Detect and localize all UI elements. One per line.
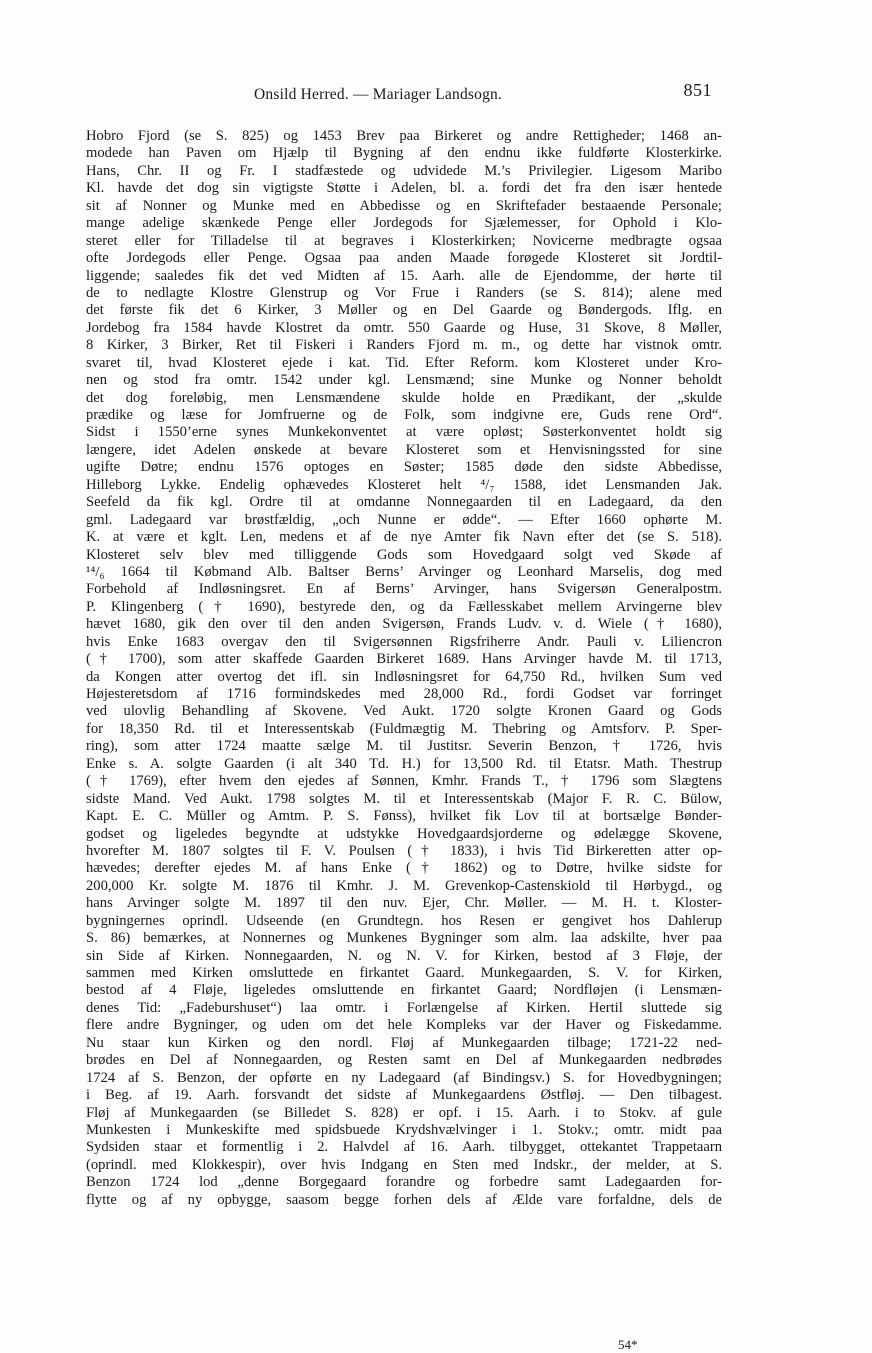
text-line: P. Klingenberg († 1690), bestyrede den, og da Fællesskabet mellem Arvingerne blev xyxy=(86,598,722,615)
text-line: Forbehold af Indløsningsret. En af Berns’ Arvinger, hans Svigersøn Generalpostm. xyxy=(86,581,722,598)
text-line: sit af Nonner og Munke med en Abbedisse og en Skriftefader bestaaende Personale; xyxy=(86,197,722,214)
text-line: Sydsiden staar et formentlig i 2. Halvdel af 16. Aarh. tilbygget, ottekantet Trappetaarn xyxy=(86,1139,722,1156)
text-line: mange adelige skænkede Penge eller Jordegods for Sjælemesser, for Ophold i Klo- xyxy=(86,215,722,232)
text-line: 8 Kirker, 3 Birker, Ret til Fiskeri i Randers Fjord m. m., og dette har vistnok omtr. xyxy=(86,337,722,354)
text-line: Seefeld da fik kgl. Ordre til at omdanne Nonnegaarden til en Ladegaard, da den xyxy=(86,494,722,511)
text-line: Sidst i 1550’erne synes Munkekonventet at være opløst; Søsterkonventet holdt sig xyxy=(86,424,722,441)
text-line: ofte Jordegods eller Penge. Ogsaa paa anden Maade forøgede Klosteret sit Jordtil- xyxy=(86,250,722,267)
text-line: for 18,350 Rd. til et Interessentskab (Fuldmægtig M. Thebring og Amtsforv. P. Sper- xyxy=(86,720,722,737)
text-line: († 1769), efter hvem den ejedes af Sønnen, Kmhr. Frands T., † 1796 som Slægtens xyxy=(86,773,722,790)
text-line: Hans, Chr. II og Fr. I stadfæstede og udvidede M.’s Privilegier. Ligesom Maribo xyxy=(86,162,722,179)
text-line: gml. Ladegaard var brøstfældig, „och Nunne er ødde“. — Efter 1660 ophørte M. xyxy=(86,511,722,528)
text-line: brødes en Del af Nonnegaarden, og Resten samt en Del af Munkegaarden nedbrødes xyxy=(86,1052,722,1069)
text-line: det dog foreløbig, men Lensmændene skulde holde en Prædikant, der „skulde xyxy=(86,389,722,406)
text-line: steret eller for Tilladelse til at begraves i Klosterkirken; Novicerne medbragte ogsaa xyxy=(86,232,722,249)
text-line: da Kongen atter overtog det ifl. sin Indløsningsret for 64,750 Rd., hvilken Sum ved xyxy=(86,668,722,685)
text-line: hævedes; derefter ejedes M. af hans Enke († 1862) og to Døtre, hvilke sidste for xyxy=(86,860,722,877)
text-line: Klosteret selv blev med tilliggende Gods som Hovedgaard solgt ved Skøde af xyxy=(86,546,722,563)
text-line: Kl. havde det dog sin vigtigste Støtte i Adelen, bl. a. fordi det fra den især hentede xyxy=(86,180,722,197)
page-number: 851 xyxy=(683,80,712,100)
text-line: svaret til, hvad Klosteret ejede i kat. Tid. Efter Reform. kom Klosteret under Kro- xyxy=(86,354,722,371)
text-line: bygningernes oprindl. Udseende (en Grundtegn. hos Resen er gengivet hos Dahlerup xyxy=(86,912,722,929)
text-line: ved ulovlig Behandling af Skovene. Ved Aukt. 1720 solgte Kronen Gaard og Gods xyxy=(86,703,722,720)
text-line: Fløj af Munkegaarden (se Billedet S. 828) er opf. i 15. Aarh. i to Stokv. af gule xyxy=(86,1104,722,1121)
text-line: 1724 af S. Benzon, der opførte en ny Ladegaard (af Bindingsv.) S. for Hovedbygningen; xyxy=(86,1069,722,1086)
text-line: sin Side af Kirken. Nonnegaarden, N. og N. V. for Kirken, bestod af 3 Fløje, der xyxy=(86,947,722,964)
text-line: modede han Paven om Hjælp til Bygning af den endnu ikke fuldførte Klosterkirke. xyxy=(86,145,722,162)
text-line: godset og ligeledes begyndte at udstykke Hovedgaardsjorderne og ødelægge Skovene, xyxy=(86,825,722,842)
text-line: 200,000 Kr. solgte M. 1876 til Kmhr. J. M. Grevenkop-Castenskiold til Hørbygd., og xyxy=(86,877,722,894)
text-line: hævet 1680, gik den over til den anden Svigersøn, Frands Ludv. v. d. Wiele († 1680), xyxy=(86,616,722,633)
text-line: prædike og læse for Jomfruerne og de Folk, som indgivne ere, Guds rene Ord“. xyxy=(86,407,722,423)
text-line: († 1700), som atter skaffede Gaarden Birkeret 1689. Hans Arvinger havde M. til 1713, xyxy=(86,651,722,668)
text-line: ugifte Døtre; endnu 1576 optoges en Søster; 1585 døde den sidste Abbedisse, xyxy=(86,459,722,476)
text-line: hans Arvinger solgte M. 1897 til den nuv. Ejer, Chr. Møller. — M. H. t. Kloster- xyxy=(86,895,722,912)
text-line: Nu staar kun Kirken og den nordl. Fløj af Munkegaarden tilbage; 1721-22 ned- xyxy=(86,1034,722,1051)
text-line: flere andre Bygninger, og uden om det hele Kompleks var der Haver og Fiskedamme. xyxy=(86,1017,722,1034)
text-line: bestod af 4 Fløje, ligeledes omsluttende en firkantet Gaard; Nordfløjen (i Lensmæn- xyxy=(86,982,722,999)
text-line: det første fik det 6 Kirker, 3 Møller og en Del Gaarde og Bøndergods. Iflg. en xyxy=(86,302,722,319)
text-line: hvorefter M. 1807 solgtes til F. V. Poulsen († 1833), i hvis Tid Birkeretten atter op- xyxy=(86,842,722,859)
text-line: Kapt. E. C. Müller og Amtm. P. S. Fønss), hvilket fik Lov til at bortsælge Bønder- xyxy=(86,808,722,825)
text-line: hvis Enke 1683 overgav den til Svigersønnen Rigsfriherre Andr. Pauli v. Liliencron xyxy=(86,633,722,650)
running-head: Onsild Herred. — Mariager Landsogn. xyxy=(254,86,503,103)
body-text xyxy=(86,128,722,1209)
page-header xyxy=(84,78,720,108)
text-line: Hilleborg Lykke. Endelig ophævedes Klosteret helt ⁴/₇ 1588, idet Lensmanden Jak. xyxy=(86,476,722,493)
text-line: Benzon 1724 lod „denne Borgegaard forandre og forbedre samt Ladegaarden for- xyxy=(86,1174,722,1191)
text-line: længere, idet Adelen ønskede at bevare Klosteret som et Henvisningssted for sine xyxy=(86,441,722,458)
text-line: sidste Mand. Ved Aukt. 1798 solgtes M. til et Interessentskab (Major F. R. C. Bülow, xyxy=(86,790,722,807)
printer-signature: 54* xyxy=(618,1337,638,1352)
text-line: (oprindl. med Klokkespir), over hvis Indgang en Sten med Indskr., der melder, at S. xyxy=(86,1156,722,1173)
text-line: sammen med Kirken omsluttede en firkantet Gaard. Munkegaarden, S. V. for Kirken, xyxy=(86,965,722,981)
text-line: de to nedlagte Klostre Glenstrup og Vor Frue i Randers (se S. 814); alene med xyxy=(86,284,722,301)
text-line: i Beg. af 19. Aarh. forsvandt det sidste af Munkegaardens Østfløj. — Den tilbagest. xyxy=(86,1087,722,1104)
text-line: Jordebog fra 1584 havde Klostret da omtr. 550 Gaarde og Huse, 31 Skove, 8 Møller, xyxy=(86,319,722,336)
text-line: Højesteretsdom af 1716 formindskedes med 28,000 Rd., fordi Godset var forringet xyxy=(86,686,722,702)
text-line: Enke s. A. solgte Gaarden (i alt 340 Td. H.) for 13,500 Rd. til Etatsr. Math. Thestrup xyxy=(86,755,722,772)
text-line: nen og stod fra omtr. 1542 under kgl. Lensmænd; sine Munke og Nonner beholdt xyxy=(86,372,722,389)
text-line: Munkesten i Munkeskifte med spidsbuede Krydshvælvinger i 1. Stokv.; omtr. midt paa xyxy=(86,1121,722,1138)
text-line: liggende; saaledes fik det ved Midten af 15. Aarh. alle de Ejendomme, der hørte til xyxy=(86,267,722,284)
text-line: flytte og af ny opbygge, saasom begge forhen dels af Ælde vare forfaldne, dels de xyxy=(86,1191,722,1208)
text-line: S. 86) bemærkes, at Nonnernes og Munkenes Bygninger som alm. laa adskilte, hver paa xyxy=(86,930,722,947)
text-line: ¹⁴/₆ 1664 til Købmand Alb. Baltser Berns’ Arvinger og Leonhard Marselis, dog med xyxy=(86,563,722,580)
text-line: Hobro Fjord (se S. 825) og 1453 Brev paa Birkeret og andre Rettigheder; 1468 an- xyxy=(86,128,722,144)
text-line: ring), som atter 1724 maatte sælge M. til Justitsr. Severin Benzon, † 1726, hvis xyxy=(86,738,722,755)
text-line: denes Tid: „Fadeburshuset“) laa omtr. i Forlængelse af Kirken. Hertil sluttede sig xyxy=(86,999,722,1016)
text-line: K. at være et kglt. Len, medens et af de nye Amter fik Navn efter det (se S. 518). xyxy=(86,529,722,546)
